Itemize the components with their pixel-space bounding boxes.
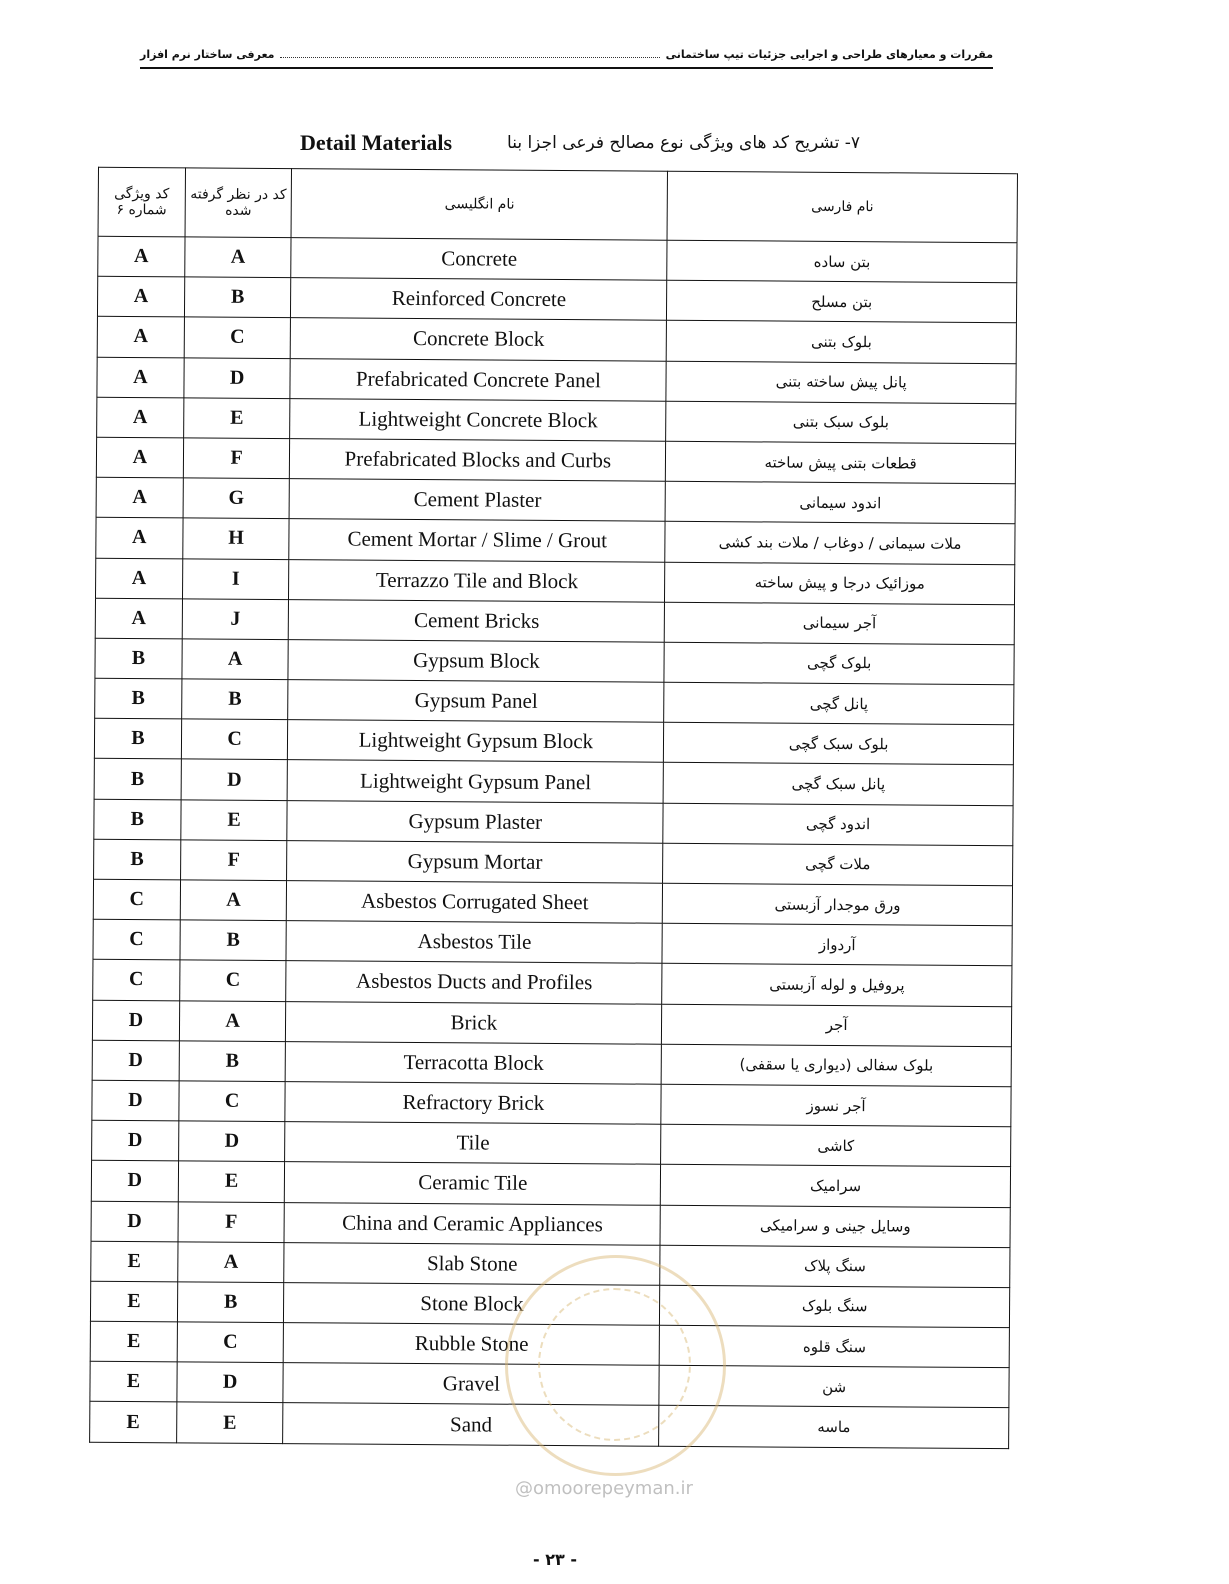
cell-persian-name: بلوک سفالی (دیواری یا سقفی) (661, 1044, 1011, 1087)
table-row (95, 638, 1014, 685)
cell-english-name: Prefabricated Concrete Panel (290, 358, 666, 401)
cell-assigned-code: E (181, 800, 288, 841)
cell-persian-name: آردواز (662, 923, 1012, 966)
header-assigned-code: کد در نظر گرفته شده (185, 168, 292, 238)
cell-code6: E (90, 1281, 177, 1322)
cell-assigned-code: D (181, 759, 288, 800)
cell-assigned-code: J (182, 599, 289, 640)
table-row (92, 1040, 1011, 1087)
cell-english-name: Slab Stone (284, 1242, 660, 1285)
table-row (94, 759, 1013, 806)
cell-assigned-code: B (177, 1282, 284, 1323)
cell-persian-name: ورق موجدار آزبستی (663, 883, 1013, 926)
table-row (93, 960, 1012, 1007)
cell-assigned-code: D (184, 357, 291, 398)
cell-assigned-code: A (178, 1242, 285, 1283)
table-row (96, 558, 1015, 605)
cell-code6: D (92, 1120, 179, 1161)
table-row (97, 357, 1016, 404)
cell-assigned-code: F (178, 1201, 285, 1242)
cell-assigned-code: C (179, 1081, 286, 1122)
cell-code6: B (95, 678, 182, 719)
cell-assigned-code: D (177, 1362, 284, 1403)
cell-persian-name: سنگ پلاک (660, 1245, 1010, 1288)
cell-code6: E (91, 1241, 178, 1282)
cell-english-name: Terracotta Block (286, 1041, 662, 1084)
table-row (90, 1281, 1009, 1328)
cell-persian-name: اندود سیمانی (665, 481, 1015, 524)
cell-persian-name: ماسه (659, 1406, 1009, 1449)
cell-code6: B (94, 759, 181, 800)
cell-persian-name: پانل سبک گچی (663, 763, 1013, 806)
cell-persian-name: ملات گچی (663, 843, 1013, 886)
cell-persian-name: سرامیک (661, 1165, 1011, 1208)
cell-code6: A (98, 236, 185, 277)
cell-code6: D (92, 1040, 179, 1081)
cell-persian-name: شن (659, 1365, 1009, 1408)
cell-code6: D (91, 1161, 178, 1202)
section-title-persian: ۷- تشریح کد های ویژگی نوع مصالح فرعی اجزا بنا (507, 133, 860, 153)
header-code6: کد ویژگی شماره ۶ (98, 167, 185, 237)
table-row (96, 477, 1015, 524)
cell-assigned-code: G (183, 478, 290, 519)
section-title (300, 130, 860, 156)
cell-english-name: Terrazzo Tile and Block (289, 559, 665, 602)
cell-assigned-code: E (176, 1402, 283, 1443)
cell-english-name: Refractory Brick (285, 1082, 661, 1125)
cell-persian-name: پانل پیش ساخته بتنی (666, 361, 1016, 404)
cell-code6: C (93, 919, 180, 960)
cell-assigned-code: A (185, 237, 292, 278)
cell-persian-name: بلوک بتنی (666, 321, 1016, 364)
cell-code6: C (93, 960, 180, 1001)
cell-assigned-code: A (179, 1000, 286, 1041)
cell-english-name: Prefabricated Blocks and Curbs (290, 439, 666, 482)
table-row (94, 719, 1013, 766)
section-title-english: Detail Materials (300, 130, 453, 155)
cell-persian-name: بتن مسلح (667, 280, 1017, 323)
cell-persian-name: پروفیل و لوله آزبستی (662, 964, 1012, 1007)
cell-assigned-code: C (181, 719, 288, 760)
cell-english-name: Asbestos Tile (286, 921, 662, 964)
cell-persian-name: موزائیک درجا و پیش ساخته (665, 562, 1015, 605)
cell-code6: D (92, 1080, 179, 1121)
table-row (94, 839, 1013, 886)
cell-assigned-code: E (178, 1161, 285, 1202)
cell-code6: A (96, 437, 183, 478)
cell-english-name: Lightweight Concrete Block (290, 398, 666, 441)
cell-persian-name: قطعات بتنی پیش ساخته (666, 441, 1016, 484)
cell-persian-name: سنگ قلوه (659, 1325, 1009, 1368)
cell-english-name: Rubble Stone (284, 1323, 660, 1366)
cell-code6: D (91, 1201, 178, 1242)
cell-persian-name: آجر نسوز (661, 1084, 1011, 1127)
table-row (92, 1080, 1011, 1127)
cell-english-name: China and Ceramic Appliances (284, 1202, 660, 1245)
table-row (95, 678, 1014, 725)
header-english-name: نام انگلیسی (291, 169, 667, 241)
cell-english-name: Tile (285, 1122, 661, 1165)
cell-persian-name: ملات سیمانی / دوغاب / ملات بند کشی (665, 522, 1015, 565)
cell-code6: B (95, 638, 182, 679)
cell-assigned-code: C (177, 1322, 284, 1363)
cell-code6: A (96, 558, 183, 599)
page-number: - ۲۳ - (533, 1550, 577, 1569)
cell-english-name: Gypsum Mortar (287, 840, 663, 883)
table-row (94, 799, 1013, 846)
cell-persian-name: آجر سیمانی (664, 602, 1014, 645)
cell-english-name: Cement Plaster (290, 479, 666, 522)
table-row (97, 397, 1016, 444)
cell-assigned-code: B (181, 679, 288, 720)
cell-persian-name: آجر (662, 1004, 1012, 1047)
cell-code6: C (93, 879, 180, 920)
cell-code6: A (96, 477, 183, 518)
header-dotted-leader (280, 57, 659, 58)
cell-assigned-code: I (182, 558, 289, 599)
cell-english-name: Sand (283, 1403, 659, 1446)
cell-english-name: Concrete (291, 238, 667, 281)
cell-assigned-code: B (184, 277, 291, 318)
cell-persian-name: اندود گچی (663, 803, 1013, 846)
table-row (91, 1161, 1010, 1208)
cell-english-name: Gypsum Plaster (287, 800, 663, 843)
cell-code6: E (90, 1362, 177, 1403)
cell-english-name: Cement Mortar / Slime / Grout (289, 519, 665, 562)
cell-code6: A (96, 518, 183, 559)
cell-english-name: Asbestos Corrugated Sheet (287, 881, 663, 924)
cell-english-name: Ceramic Tile (285, 1162, 661, 1205)
cell-english-name: Gypsum Block (288, 640, 664, 683)
cell-assigned-code: A (180, 880, 287, 921)
table-row (96, 437, 1015, 484)
cell-code6: A (95, 598, 182, 639)
table-row (92, 1000, 1011, 1047)
cell-assigned-code: E (183, 398, 290, 439)
cell-persian-name: بتن ساده (667, 240, 1017, 283)
header-right-text: مقررات و معیارهای طراحی و اجرایی جزئیات تیپ ساختمانی (665, 48, 993, 61)
cell-code6: A (97, 397, 184, 438)
table-row (92, 1120, 1011, 1167)
cell-persian-name: پانل گچی (664, 682, 1014, 725)
cell-persian-name: بلوک گچی (664, 642, 1014, 685)
cell-assigned-code: F (180, 840, 287, 881)
cell-persian-name: وسایل جینی و سرامیکی (660, 1205, 1010, 1248)
table-row (95, 598, 1014, 645)
cell-persian-name: سنگ بلوک (660, 1285, 1010, 1328)
cell-english-name: Lightweight Gypsum Panel (288, 760, 664, 803)
cell-english-name: Cement Bricks (289, 599, 665, 642)
cell-persian-name: بلوک سبک گچی (664, 723, 1014, 766)
cell-code6: E (90, 1321, 177, 1362)
cell-persian-name: کاشی (661, 1124, 1011, 1167)
table-header-row (98, 167, 1017, 242)
cell-assigned-code: D (178, 1121, 285, 1162)
cell-code6: B (94, 719, 181, 760)
running-header (140, 48, 993, 69)
table-row (97, 276, 1016, 323)
header-persian-name: نام فارسی (667, 171, 1017, 242)
cell-code6: A (97, 357, 184, 398)
cell-assigned-code: A (182, 639, 289, 680)
cell-english-name: Reinforced Concrete (291, 278, 667, 321)
table-row (97, 317, 1016, 364)
cell-code6: E (90, 1402, 177, 1443)
cell-english-name: Gypsum Panel (288, 680, 664, 723)
table-row (91, 1201, 1010, 1248)
table-row (90, 1362, 1009, 1409)
table-row (93, 919, 1012, 966)
table-row (98, 236, 1017, 283)
cell-code6: A (97, 317, 184, 358)
table-row (96, 518, 1015, 565)
cell-english-name: Lightweight Gypsum Block (288, 720, 664, 763)
cell-assigned-code: H (183, 518, 290, 559)
cell-english-name: Brick (286, 1001, 662, 1044)
cell-english-name: Concrete Block (291, 318, 667, 361)
cell-persian-name: بلوک سبک بتنی (666, 401, 1016, 444)
table-row (90, 1321, 1009, 1368)
cell-assigned-code: F (183, 438, 290, 479)
cell-assigned-code: C (179, 960, 286, 1001)
header-left-text: معرفی ساختار نرم افزار (140, 48, 275, 61)
table-row (93, 879, 1012, 926)
watermark-text: @omoorepeyman.ir (515, 1478, 693, 1499)
cell-assigned-code: C (184, 317, 291, 358)
materials-table (89, 167, 1018, 1449)
cell-code6: D (92, 1000, 179, 1041)
cell-code6: B (94, 839, 181, 880)
cell-assigned-code: B (179, 1041, 286, 1082)
cell-assigned-code: B (180, 920, 287, 961)
cell-english-name: Gravel (283, 1363, 659, 1406)
table-row (91, 1241, 1010, 1288)
cell-code6: B (94, 799, 181, 840)
cell-code6: A (97, 276, 184, 317)
table-row (90, 1402, 1009, 1449)
cell-english-name: Asbestos Ducts and Profiles (286, 961, 662, 1004)
cell-english-name: Stone Block (284, 1282, 660, 1325)
